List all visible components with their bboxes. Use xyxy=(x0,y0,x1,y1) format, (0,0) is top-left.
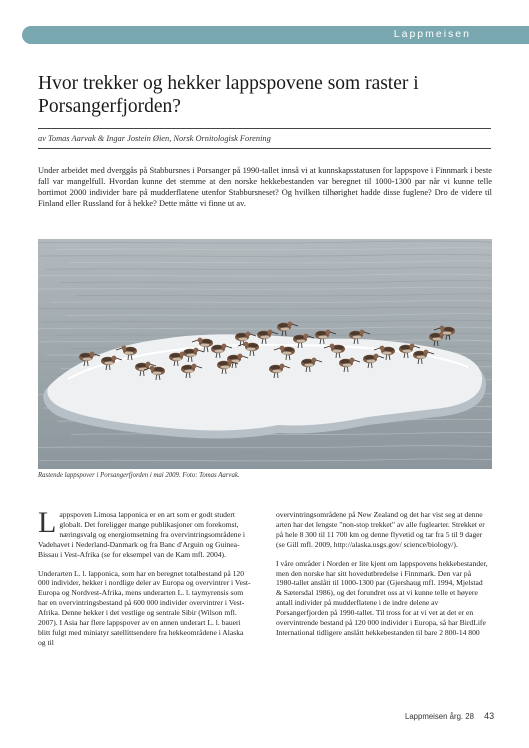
article-byline: av Tomas Aarvak & Ingar Jostein Øien, Norsk Ornitologisk Forening xyxy=(38,134,271,143)
drop-cap: L xyxy=(38,506,57,539)
body-paragraph: I våre områder i Norden er lite kjent om lappspovens hekkebestander, men den norske har sitt hovedutbredelse i Finnmark. Den var på 1980-tallet anslått til 1000-1300 par (Gjershaug mfl. 1994, Mjelstad & Sætersdal 1986), og det forundret oss at vi kunne telle et høyere antall individer på mudderflatene i de indre delene av Porsangerfjorden på 1990-tallet. Til tross for at vi vet at det er en overvintrende bestand på 120 000 individer i Europa, så har BirdLife International tidligere anslått hekkebestanden til bare 2 800-14 800 xyxy=(276,558,488,637)
article-photo xyxy=(38,239,492,469)
title-rule-top xyxy=(38,128,491,129)
body-paragraph: Underarten L. l. lapponica, som har en beregnet totalbestand på 120 000 individer, hekker i nordlige deler av Europa og overvintrer i Vest-Europa og Nordvest-Afrika, mens underarten L. l. taymyrensis som har en overvintringsbestand på 600 000 individer overvintrer i Vest-Afrika. Denne hekker i det vestlige og sentrale Sibir (Wilson mfl. 2007). I Asia har flere lappspover av en annen underart L. l. baueri blitt fulgt med miniatyr satellittsendere fra hekkeområdene i Alaska og til xyxy=(38,568,251,647)
section-header-bar xyxy=(22,26,529,44)
page-footer xyxy=(405,711,494,721)
article-title: Hvor trekker og hekker lappspovene som raster i Porsangerfjorden? xyxy=(38,73,419,117)
journal-issue: Lappmeisen årg. 28 xyxy=(405,712,474,721)
title-rule-bottom xyxy=(38,148,491,149)
page-number: 43 xyxy=(484,711,495,721)
photo-illustration xyxy=(38,239,492,469)
article-intro: Under arbeidet med dverggås på Stabbursnes i Porsanger på 1990-tallet innså vi at kunnskapsstatusen for lappspove i Finnmark i beste fall var mangelfull. Hvordan kunne det stemme at den norske hekkebestanden var beregnet til 1000-1300 par når vi kunne telle bortimot 2000 individer bare på mudderflatene utenfor Stabbursneset? Og hvilken tilhørighet hadde disse fuglene? Dro de videre til Finland eller Russland for å hekke? Dette måtte vi finne ut av. xyxy=(38,166,492,208)
body-column-right xyxy=(276,510,490,647)
body-paragraph: overvintringsområdene på New Zealand og det har vist seg at denne arten har det lengste "non-stop trekket" av alle fuglearter. Strekket er på hele 8 300 til 11 700 km og denne flyvetid og tar fra 5 til 9 dager (se Gill mfl. 2009, http://alaska.usgs.gov/ science/biology/). xyxy=(276,510,485,549)
body-column-left xyxy=(38,506,252,657)
photo-caption: Rastende lappspover i Porsangerfjorden i mai 2009. Foto: Tomas Aarvak. xyxy=(38,472,240,479)
section-label: Lappmeisen xyxy=(393,28,471,40)
body-paragraph-text: appspoven Limosa lapponica er en art som er godt studert globalt. Det foreligger mange publikasjoner om forekomst, næringsvalg og energiomsetning fra overvintringsområdene i Vadehavet i Nederland-Danmark og fra Banc d'Arguin og Guinea-Bissau i Vest-Afrika (se for eksempel van de Kam mfl. 2004). xyxy=(38,510,245,559)
body-paragraph xyxy=(38,506,252,560)
